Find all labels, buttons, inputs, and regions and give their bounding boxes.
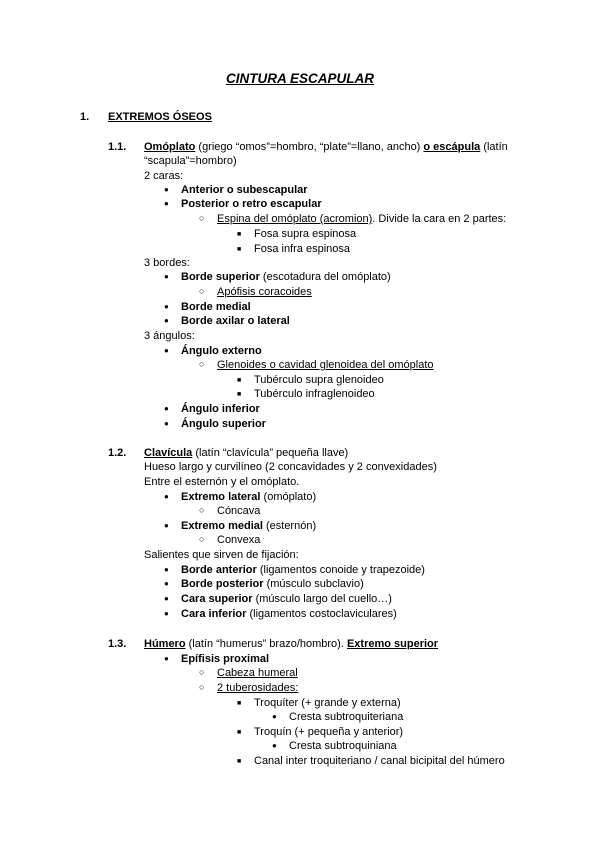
term-description: (esternón) xyxy=(262,520,317,532)
term-description: . Divide la cara en 2 partes: xyxy=(372,213,507,225)
list-item: 2 tuberosidades: xyxy=(217,682,299,694)
list-item: Borde axilar o lateral xyxy=(181,315,290,327)
section-number: 1. xyxy=(80,111,90,123)
list-item xyxy=(181,270,391,284)
term-description: (músculo subclavio) xyxy=(263,578,364,590)
disc-bullet xyxy=(272,739,277,754)
list-term: Borde posterior xyxy=(181,578,264,590)
list-item: Cresta subtroquiteriana xyxy=(289,711,404,723)
circle-bullet xyxy=(199,681,204,695)
circle-bullet xyxy=(199,666,204,680)
bone-etymology: (griego “omos”=hombro, “plate”=llano, ancho) xyxy=(195,141,424,153)
circle-bullet xyxy=(199,533,204,547)
list-item xyxy=(181,577,364,591)
term-description: (ligamentos conoide y trapezoide) xyxy=(256,564,425,576)
list-item xyxy=(217,212,506,226)
circle-bullet xyxy=(199,504,204,518)
list-item: Canal inter troquiteriano / canal bicipital del húmero xyxy=(254,755,505,767)
list-item: Cóncava xyxy=(217,505,261,517)
term-description: (omóplato) xyxy=(260,491,317,503)
disc-bullet xyxy=(164,314,169,329)
list-term: Cara superior xyxy=(181,593,253,605)
circle-bullet xyxy=(199,285,204,299)
disc-bullet xyxy=(164,197,169,212)
document-title: CINTURA ESCAPULAR xyxy=(226,71,374,86)
bone-etymology-cont: (latín xyxy=(480,141,508,153)
etymology-line: “scapula”=hombro) xyxy=(144,155,237,167)
list-term: Cara inferior xyxy=(181,608,247,620)
disc-bullet xyxy=(164,417,169,432)
disc-bullet xyxy=(164,344,169,359)
group-label: 3 ángulos: xyxy=(144,330,195,342)
disc-bullet xyxy=(164,563,169,578)
list-item: Ángulo superior xyxy=(181,418,266,430)
group-label: Salientes que sirven de fijación: xyxy=(144,549,299,561)
bone-name: Omóplato xyxy=(144,141,196,153)
list-item: Ángulo inferior xyxy=(181,403,260,415)
subsection-heading xyxy=(144,446,348,460)
list-item: Ángulo externo xyxy=(181,345,262,357)
list-term: Extremo lateral xyxy=(181,491,261,503)
bone-alt-name: o escápula xyxy=(423,141,481,153)
list-item: Convexa xyxy=(217,534,261,546)
list-item: Fosa supra espinosa xyxy=(254,228,357,240)
description-line: Hueso largo y curvilíneo (2 concavidades y 2 convexidades) xyxy=(144,461,437,473)
list-item: Fosa infra espinosa xyxy=(254,243,350,255)
disc-bullet xyxy=(164,183,169,198)
description-line: Entre el esternón y el omóplato. xyxy=(144,476,300,488)
disc-bullet xyxy=(164,402,169,417)
subsection-number: 1.2. xyxy=(108,447,127,459)
group-label: 2 caras: xyxy=(144,170,184,182)
bone-name: Húmero xyxy=(144,638,186,650)
list-item: Apófisis coracoides xyxy=(217,286,312,298)
list-term: Extremo medial xyxy=(181,520,263,532)
list-item xyxy=(181,519,316,533)
group-label: 3 bordes: xyxy=(144,257,190,269)
list-item xyxy=(181,490,316,504)
subsection-number: 1.1. xyxy=(108,141,127,153)
circle-bullet xyxy=(199,358,204,372)
square-bullet xyxy=(237,754,241,770)
disc-bullet xyxy=(164,490,169,505)
list-item: Anterior o subescapular xyxy=(181,184,308,196)
list-item xyxy=(181,592,392,606)
subsection-heading xyxy=(144,140,508,154)
disc-bullet xyxy=(272,710,277,725)
list-item: Cresta subtroquiniana xyxy=(289,740,397,752)
square-bullet xyxy=(237,696,241,712)
disc-bullet xyxy=(164,577,169,592)
term-description: (ligamentos costoclaviculares) xyxy=(246,608,397,620)
section-heading: EXTREMOS ÓSEOS xyxy=(108,111,212,123)
disc-bullet xyxy=(164,270,169,285)
subsection-heading xyxy=(144,637,438,651)
bone-name: Clavícula xyxy=(144,447,193,459)
bone-etymology: (latín “humerus” brazo/hombro). xyxy=(185,638,347,650)
list-item: Troquíter (+ grande y externa) xyxy=(254,697,401,709)
square-bullet xyxy=(237,725,241,741)
list-item: Tubérculo infraglenoideo xyxy=(254,388,375,400)
list-item: Borde medial xyxy=(181,301,251,313)
list-term: Borde anterior xyxy=(181,564,257,576)
disc-bullet xyxy=(164,300,169,315)
list-item: Glenoides o cavidad glenoidea del omóplato xyxy=(217,359,434,371)
disc-bullet xyxy=(164,519,169,534)
list-item xyxy=(181,563,425,577)
list-item: Tubérculo supra glenoideo xyxy=(254,374,384,386)
circle-bullet xyxy=(199,212,204,226)
disc-bullet xyxy=(164,607,169,622)
term-description: (músculo largo del cuello…) xyxy=(252,593,392,605)
disc-bullet xyxy=(164,592,169,607)
square-bullet xyxy=(237,242,241,258)
square-bullet xyxy=(237,387,241,403)
disc-bullet xyxy=(164,652,169,667)
term-description: (escotadura del omóplato) xyxy=(259,271,391,283)
list-item: Posterior o retro escapular xyxy=(181,198,322,210)
bone-etymology: (latín “clavícula” pequeña llave) xyxy=(192,447,349,459)
list-item: Cabeza humeral xyxy=(217,667,298,679)
bone-part: Extremo superior xyxy=(346,638,439,650)
list-term: Borde superior xyxy=(181,271,260,283)
list-item: Troquín (+ pequeña y anterior) xyxy=(254,726,404,738)
list-item: Epífisis proximal xyxy=(181,653,270,665)
list-item xyxy=(181,607,397,621)
underlined-term: Espina del omóplato (acromion) xyxy=(217,213,373,225)
square-bullet xyxy=(237,227,241,243)
subsection-number: 1.3. xyxy=(108,638,127,650)
